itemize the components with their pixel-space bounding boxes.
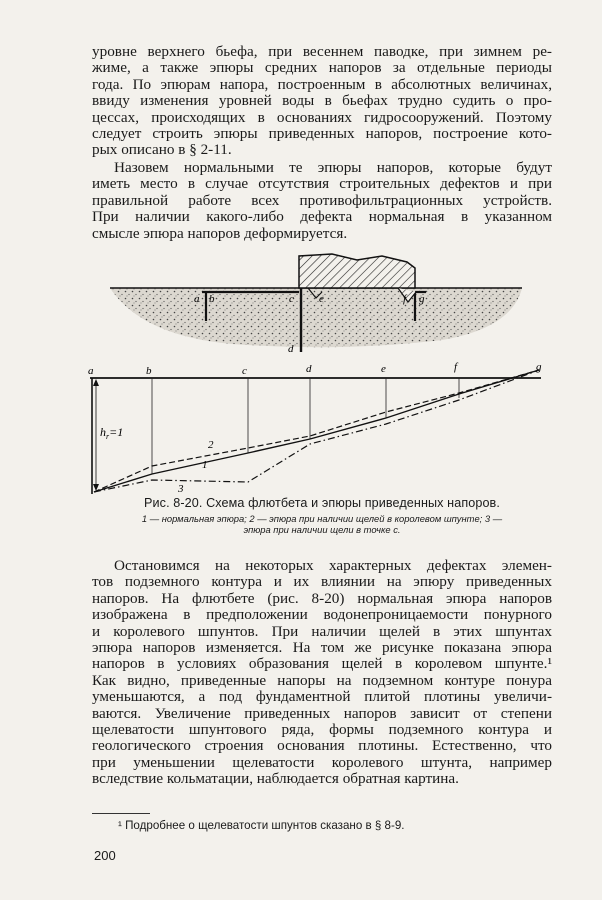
p1-line: уровне верхнего бьефа, при весеннем паводке, при зимнем ре- xyxy=(92,43,552,60)
figure-8-20 xyxy=(82,248,552,500)
p3-line: и королевого шпунтов. При наличии щелей в этих шпунтах xyxy=(92,622,552,640)
label-struct-d: d xyxy=(288,343,294,355)
p3-line: щелеватости шпунтового ряда, формы подземного контура и xyxy=(92,721,552,739)
curve-1-normal xyxy=(94,370,539,492)
figure-caption xyxy=(92,496,552,535)
p3-line: вследствие кольматации, наблюдается обратная картина. xyxy=(92,770,459,788)
curve-label-3: 3 xyxy=(178,483,184,495)
paragraph-1 xyxy=(92,44,552,159)
dam-body xyxy=(299,254,415,288)
label-point-f: f xyxy=(454,361,458,373)
p2-line: При наличии какого-либо дефекта нормальная в указанном xyxy=(92,208,552,226)
p3-line: эпюра напоров изменяется. На том же рисунке показана эпюра xyxy=(92,639,552,657)
p3-line: тов подземного контура и их влиянии на эпюру приведенных xyxy=(92,573,552,591)
label-point-a: a xyxy=(88,365,94,377)
p2-line: иметь место в случае отсутствия строительных дефектов и при xyxy=(92,175,552,193)
p1-line: года. По эпюрам напора, построенным в абсолютных величинах, xyxy=(92,75,552,93)
p2-line: Назовем нормальными те эпюры напоров, которые будут xyxy=(114,159,552,176)
curve-label-1: 1 xyxy=(202,459,208,471)
page-number: 200 xyxy=(94,848,116,863)
p3-line: изображена в предположении водонепроницаемости понурного xyxy=(92,606,552,624)
footnote: ¹ Подробнее о щелеватости шпунтов сказано в § 8-9. xyxy=(118,819,405,832)
label-point-b: b xyxy=(146,365,152,377)
paragraph-3 xyxy=(92,558,552,788)
p1-line: следует строить эпюры приведенных напоров, построение кото- xyxy=(92,125,552,143)
p3-line: при уменьшении щелеватости королевого штунта, например xyxy=(92,753,552,771)
p3-line: геологического строения основания плотины. Естественно, что xyxy=(92,737,552,755)
head-label: $h_r=1$ xyxy=(100,425,124,441)
p1-line: ввиду изменения уровней воды в бьефах трудно судить о про- xyxy=(92,92,552,110)
p3-line: ваются. Увеличение приведенных напоров зависит от степени xyxy=(92,704,552,722)
soil-foundation xyxy=(110,288,522,347)
p3-line: напоров в условиях образования щелей в королевом шпунте.¹ xyxy=(92,655,552,673)
label-struct-b: b xyxy=(209,293,215,305)
label-point-d: d xyxy=(306,363,312,375)
paragraph-2 xyxy=(92,160,552,242)
label-struct-f: f xyxy=(403,293,407,305)
curve-3-dashdot xyxy=(94,370,539,492)
label-point-c: c xyxy=(242,365,247,377)
p1-line: жиме, а также эпюры средних напоров за отдельные периоды xyxy=(92,59,552,77)
label-struct-e: e xyxy=(319,293,324,305)
p3-line: уменьшаются, а под фундаментной плитой плотины увеличи- xyxy=(92,688,552,706)
footnote-rule xyxy=(92,813,150,814)
label-point-g: g xyxy=(536,361,542,373)
caption-legend: 1 — нормальная эпюра; 2 — эпюра при наличии щелей в королевом шпунте; 3 — эпюра при наличии щели в точке c. xyxy=(141,513,503,535)
label-struct-g: g xyxy=(419,293,425,305)
p1-line: цессах, происходящих в основаниях гидросооружений. Поэтому xyxy=(92,108,552,126)
curve-label-2: 2 xyxy=(208,439,214,451)
label-point-e: e xyxy=(381,363,386,375)
caption-title: Рис. 8-20. Схема флютбета и эпюры приведенных напоров. xyxy=(144,496,500,510)
p3-line: Как видно, приведенные напоры на подземном контуре понура xyxy=(92,671,552,689)
p2-line: правильной работе всех противофильтрационных устройств. xyxy=(92,191,552,209)
p3-line: напоров. На флютбете (рис. 8-20) нормальная эпюра напоров xyxy=(92,589,552,607)
curve-2-dashed xyxy=(94,370,539,492)
p2-line: смысле эпюра напоров деформируется. xyxy=(92,224,348,242)
p3-line: Остановимся на некоторых характерных дефектах элемен- xyxy=(114,557,552,574)
label-struct-a: a xyxy=(194,293,200,305)
p1-line: рых описано в § 2-11. xyxy=(92,141,232,159)
label-struct-c: c xyxy=(289,293,294,305)
